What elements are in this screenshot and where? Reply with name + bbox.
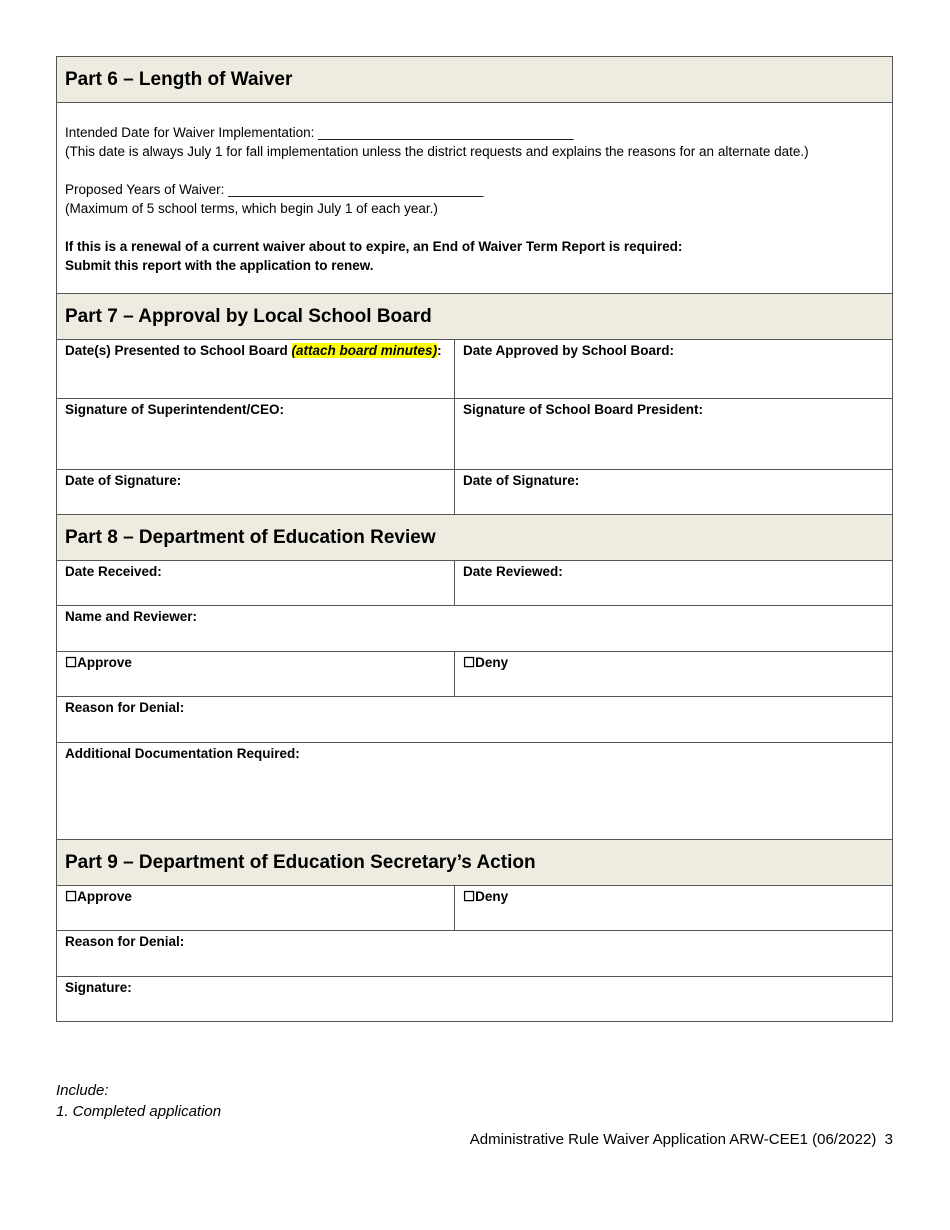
dates-presented-suffix: : [437,343,442,358]
waiver-form [56,56,893,1022]
intended-date-note: (This date is always July 1 for fall implementation unless the district requests and explains the reasons for an alternate date.) [65,144,809,159]
part9-header: Part 9 – Department of Education Secretary’s Action [57,840,892,886]
part6-body [57,103,892,294]
dates-presented-field[interactable] [57,340,455,398]
attach-minutes-note: (attach board minutes) [291,343,438,358]
signature-date-label-left: Date of Signature: [65,473,182,488]
part8-row-reason [57,697,892,743]
part9-approve-checkbox[interactable]: ☐Approve [57,886,455,930]
part9-deny-checkbox[interactable]: ☐Deny [463,889,509,904]
part9-row-reason [57,931,892,977]
part6-header: Part 6 – Length of Waiver [57,57,892,103]
intended-date-field[interactable]: Intended Date for Waiver Implementation: __________________________________ [65,125,574,140]
include-list [56,1080,221,1122]
additional-docs-label: Additional Documentation Required: [65,746,300,761]
part8-deny-checkbox[interactable]: ☐Deny [463,655,509,670]
date-approved-field[interactable] [455,340,892,398]
dates-presented-label: Date(s) Presented to School Board [65,343,292,358]
page-footer: Administrative Rule Waiver Application ARW-CEE1 (06/2022) 3 [469,1131,893,1148]
date-reviewed-label: Date Reviewed: [463,564,563,579]
renewal-note-line2: Submit this report with the application to renew. [65,258,374,273]
date-reviewed-field[interactable] [455,561,892,605]
proposed-years-field[interactable]: Proposed Years of Waiver: __________________________________ [65,182,484,197]
part8-reason-field[interactable] [57,697,892,742]
include-heading: Include: [56,1082,109,1099]
part7-header: Part 7 – Approval by Local School Board [57,294,892,340]
reviewer-name-label: Name and Reviewer: [65,609,198,624]
president-signature-date-field[interactable] [455,470,892,514]
part8-reason-label: Reason for Denial: [65,700,185,715]
reviewer-name-field[interactable] [57,606,892,651]
superintendent-signature-date-field[interactable] [57,470,455,514]
date-approved-label: Date Approved by School Board: [463,343,675,358]
part9-reason-field[interactable] [57,931,892,976]
superintendent-signature-label: Signature of Superintendent/CEO: [65,402,285,417]
part8-header: Part 8 – Department of Education Review [57,515,892,561]
part9-reason-label: Reason for Denial: [65,934,185,949]
part7-row-signatures [57,399,892,470]
renewal-note-line1: If this is a renewal of a current waiver about to expire, an End of Waiver Term Report is required: [65,239,683,254]
proposed-years-note: (Maximum of 5 school terms, which begin July 1 of each year.) [65,201,438,216]
signature-date-label-right: Date of Signature: [463,473,580,488]
part8-approve-checkbox[interactable]: ☐Approve [57,652,455,696]
date-received-label: Date Received: [65,564,162,579]
president-signature-label: Signature of School Board President: [463,402,704,417]
part8-row-decision [57,652,892,697]
part7-row-dates [57,340,892,399]
part7-row-signature-dates [57,470,892,515]
secretary-signature-label: Signature: [65,980,132,995]
part9-row-signature [57,977,892,1022]
part9-row-decision [57,886,892,931]
part8-row-dates [57,561,892,606]
date-received-field[interactable] [57,561,455,605]
president-signature-field[interactable] [455,399,892,469]
secretary-signature-field[interactable] [57,977,892,1021]
superintendent-signature-field[interactable] [57,399,455,469]
additional-docs-field[interactable] [57,743,892,839]
include-item-1: 1. Completed application [56,1103,222,1120]
part8-row-reviewer [57,606,892,652]
part8-row-additional-docs [57,743,892,840]
